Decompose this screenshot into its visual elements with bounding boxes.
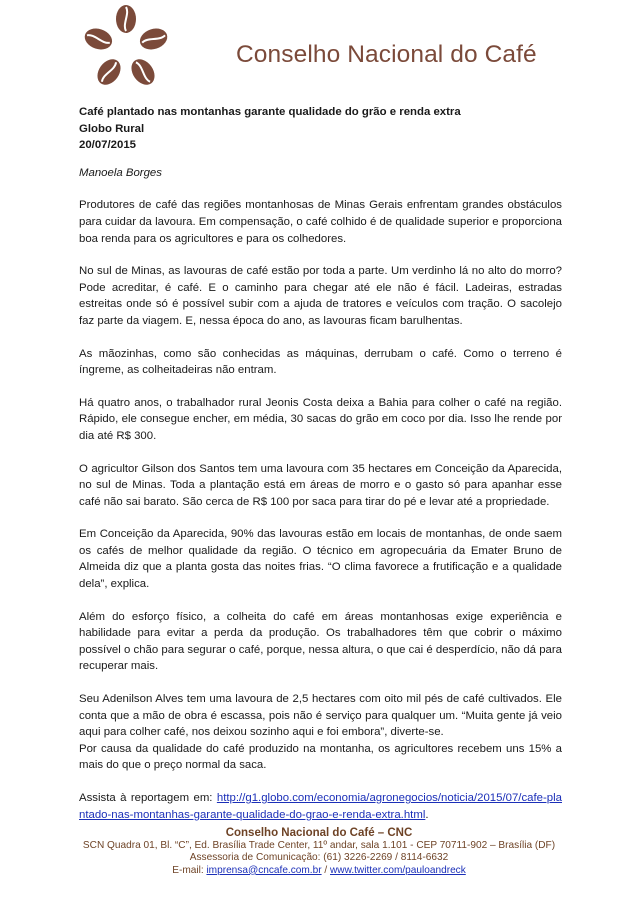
report-intro: Assista à reportagem em: (79, 792, 217, 804)
report-paragraph (79, 790, 562, 823)
article-author: Manoela Borges (79, 166, 162, 179)
paragraph: O agricultor Gilson dos Santos tem uma lavoura com 35 hectares em Conceição da Aparecida, no sul de Minas. Toda a plantação está em áreas de morro e o gasto só para apanhar esse café não sai barato. São cerca de R$ 100 por saca para tirar do pé e levar até a propriedade. (79, 462, 562, 508)
article-source: Globo Rural (79, 122, 145, 135)
report-end: . (425, 808, 429, 821)
footer-press-contact: Assessoria de Comunicação: (61) 3226-2269 / 8114-6632 (189, 852, 449, 864)
paragraph: Há quatro anos, o trabalhador rural Jeonis Costa deixa a Bahia para colher o café na região. Rápido, ele consegue encher, em média, 30 sacas do grão em coco por dia. Isso lhe rende por dia até R$ 300. (79, 396, 562, 442)
paragraph: As mãozinhas, como são conhecidas as máquinas, derrubam o café. Como o terreno é íngreme, as colheitadeiras não entram. (79, 347, 562, 377)
paragraph: Produtores de café das regiões montanhosas de Minas Gerais enfrentam grandes obstáculos para cuidar da lavoura. Em compensação, o café colhido é de qualidade superior e proporciona boa renda para os agricultores e para os colhedores. (79, 199, 562, 245)
paragraph: Por causa da qualidade do café produzido na montanha, os agricultores recebem uns 15% a mais do que o preço normal da saca. (79, 742, 562, 772)
twitter-link[interactable]: www.twitter.com/pauloandreck (330, 864, 466, 876)
footer-org: Conselho Nacional do Café – CNC (225, 827, 413, 839)
article-date: 20/07/2015 (79, 139, 137, 152)
footer-contact-line (0, 865, 638, 877)
paragraph: No sul de Minas, as lavouras de café estão por toda a parte. Um verdinho lá no alto do morro? Pode acreditar, é café. E o caminho para chegar até ele não é fácil. Ladeiras, estradas estreitas onde só é possível subir com a ajuda de tratores e veículos com tração. O sacolejo faz parte da viagem. E, nessa época do ano, as lavouras ficam barulhentas. (79, 265, 562, 327)
email-link[interactable]: imprensa@cncafe.com.br (206, 864, 322, 876)
link-separator: / (321, 864, 331, 876)
article-title: Café plantado nas montanhas garante qualidade do grão e renda extra (79, 106, 461, 118)
paragraph: Em Conceição da Aparecida, 90% das lavouras estão em locais de montanhas, de onde saem os cafés de melhor qualidade da região. O técnico em agropecuária da Emater Bruno de Almeida diz que a planta gosta das noites frias. “O clima favorece a frutificação e a qualidade dela”, explica. (79, 528, 562, 591)
paragraph: Seu Adenilson Alves tem uma lavoura de 2,5 hectares com oito mil pés de café cultivados. Ele conta que a mão de obra é escassa, pois não é serviço para qualquer um. “Muita gente já veio aqui para colher café, nos deixou sozinho aqui e foi embora”, diverte-se. (79, 693, 562, 739)
footer (0, 827, 638, 877)
footer-address: SCN Quadra 01, Bl. “C”, Ed. Brasília Trade Center, 11º andar, sala 1.101 - CEP 70711-902 – Brasília (DF) (82, 840, 556, 851)
coffee-beans-logo-icon (80, 2, 172, 94)
report-link[interactable]: http://g1.globo.com/economia/agronegocios/noticia/2015/07/cafe-plantado-nas-montanhas-garante-qualidade-do-grao-e-renda-extra.html (79, 792, 562, 821)
email-label: E-mail: (172, 864, 207, 876)
brand-name: Conselho Nacional do Café (236, 41, 537, 68)
article (79, 104, 562, 839)
paragraph: Além do esforço físico, a colheita do café em áreas montanhosas exige experiência e habilidade para evitar a perda da produção. Os trabalhadores têm que cobrir o máximo possível o chão para segurar o café, porque, nessa altura, o que cai é desperdício, não dá para recuperar mais. (79, 610, 562, 673)
